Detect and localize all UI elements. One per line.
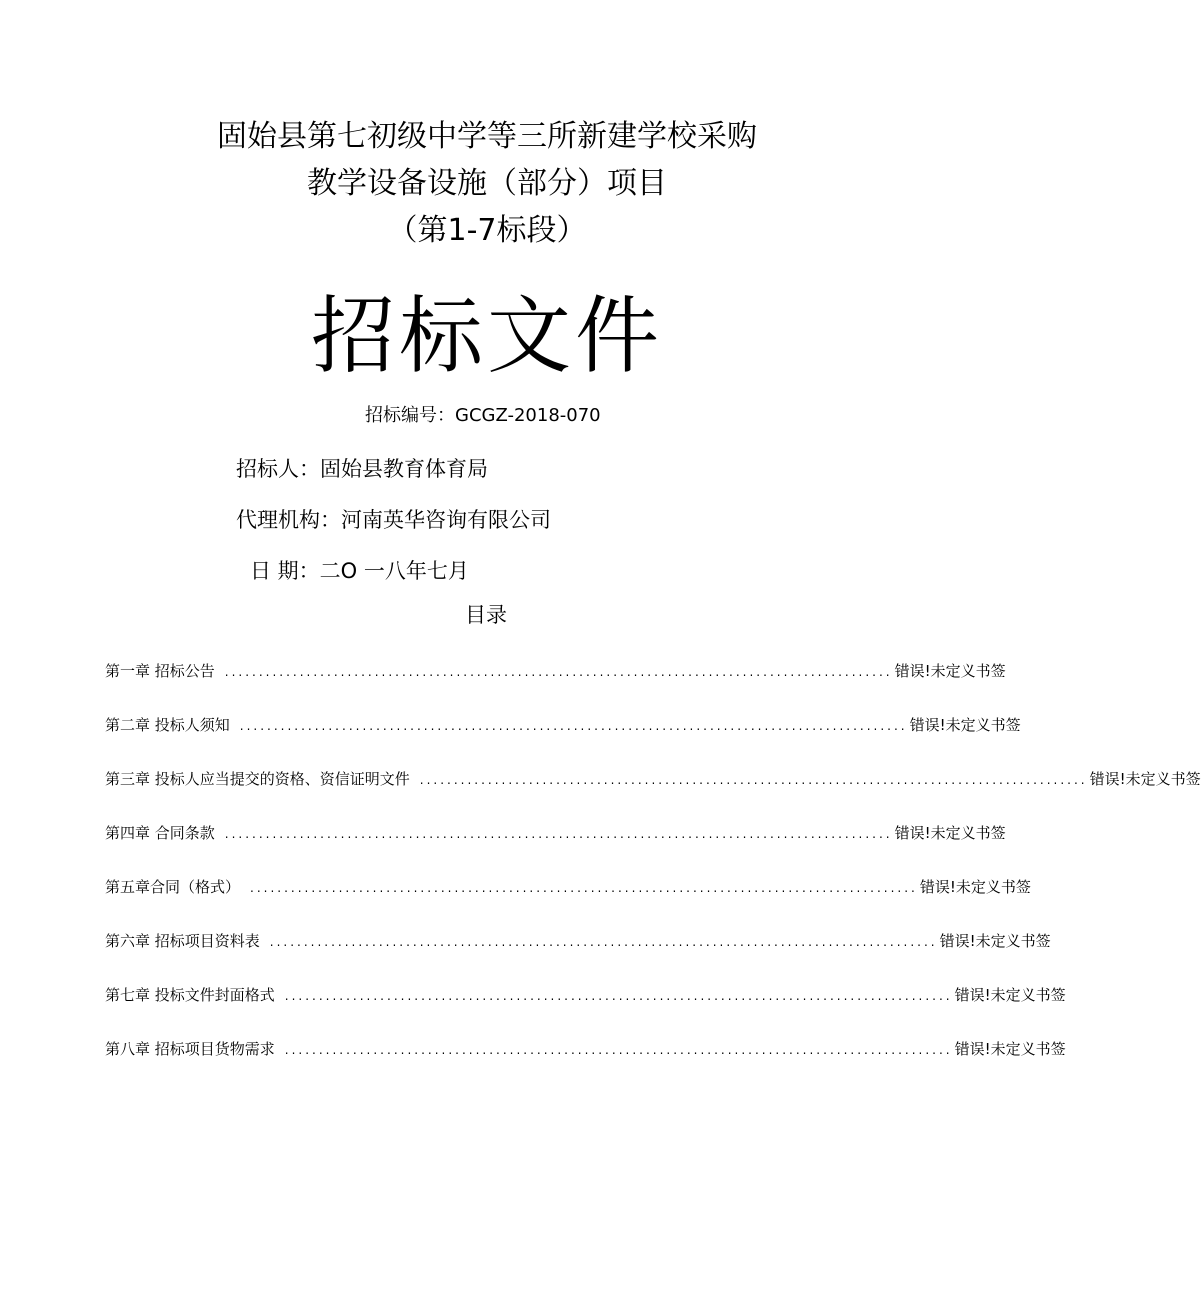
toc-heading: 目录 xyxy=(465,603,507,627)
toc-entry-title: 第六章 招标项目资料表 xyxy=(105,932,260,950)
tender-number: 招标编号：GCGZ-2018-070 xyxy=(365,405,601,426)
toc-entry[interactable] xyxy=(105,659,1006,713)
toc-entry-page: 错误!未定义书签 xyxy=(909,716,1021,734)
toc-entry-title: 第八章 招标项目货物需求 xyxy=(105,1040,275,1058)
toc-leader-dots: .................................................................................................. xyxy=(250,881,918,895)
project-title-line-3: （第1-7标段） xyxy=(387,213,587,248)
date-line: 日 期：二O 一八年七月 xyxy=(250,559,469,583)
toc-entry-page: 错误!未定义书签 xyxy=(939,932,1051,950)
toc-leader-dots: .................................................................................................. xyxy=(284,1043,953,1057)
toc-entry-title: 第三章 投标人应当提交的资格、资信证明文件 xyxy=(105,770,410,788)
toc-leader-dots: .................................................................................................. xyxy=(269,935,938,949)
toc-entry-page: 错误!未定义书签 xyxy=(954,1040,1066,1058)
toc-entry[interactable] xyxy=(105,713,1021,767)
project-title-line-1: 固始县第七初级中学等三所新建学校采购 xyxy=(217,119,757,154)
tenderer-line: 招标人：固始县教育体育局 xyxy=(236,457,488,481)
toc-entry[interactable] xyxy=(105,1037,1066,1091)
toc-entry-page: 错误!未定义书签 xyxy=(954,986,1066,1004)
toc-leader-dots: .................................................................................................. xyxy=(224,827,893,841)
toc-entry-page: 错误!未定义书签 xyxy=(894,824,1006,842)
project-title-line-2: 教学设备设施（部分）项目 xyxy=(307,166,667,201)
toc-entry[interactable] xyxy=(105,929,1051,983)
table-of-contents xyxy=(105,659,1201,1091)
toc-entry-page: 错误!未定义书签 xyxy=(894,662,1006,680)
toc-entry-title: 第四章 合同条款 xyxy=(105,824,215,842)
toc-entry-title: 第七章 投标文件封面格式 xyxy=(105,986,275,1004)
toc-entry-page: 错误!未定义书签 xyxy=(919,878,1031,896)
toc-leader-dots: .................................................................................................. xyxy=(224,665,893,679)
toc-entry[interactable] xyxy=(105,875,1031,929)
toc-entry-title: 第五章合同（格式） xyxy=(105,878,241,896)
agency-line: 代理机构：河南英华咨询有限公司 xyxy=(236,508,551,532)
toc-leader-dots: .................................................................................................. xyxy=(284,989,953,1003)
document-type-title: 招标文件 xyxy=(310,287,663,385)
toc-leader-dots: .................................................................................................. xyxy=(419,773,1088,787)
toc-entry-page: 错误!未定义书签 xyxy=(1089,770,1201,788)
toc-entry[interactable] xyxy=(105,821,1006,875)
toc-leader-dots: .................................................................................................. xyxy=(239,719,908,733)
toc-entry[interactable] xyxy=(105,983,1066,1037)
toc-entry[interactable] xyxy=(105,767,1201,821)
toc-entry-title: 第二章 投标人须知 xyxy=(105,716,230,734)
toc-entry-title: 第一章 招标公告 xyxy=(105,662,215,680)
